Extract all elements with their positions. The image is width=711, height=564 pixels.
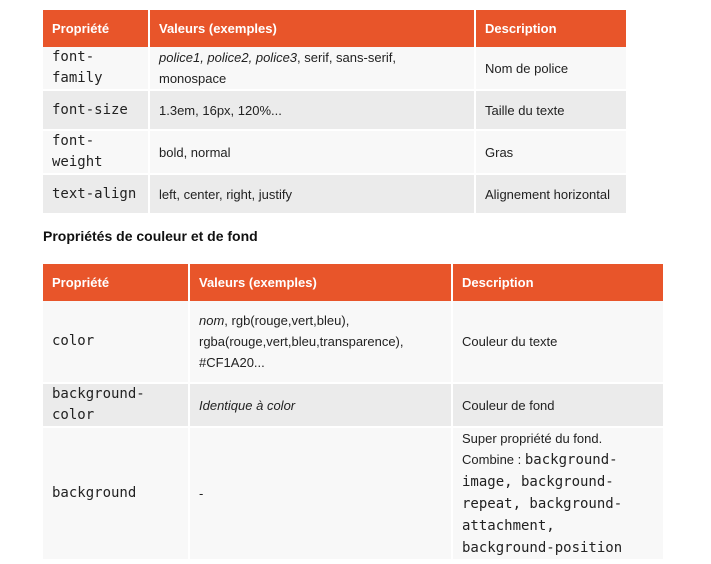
table-row: [43, 174, 626, 214]
header-property: Propriété: [43, 264, 189, 301]
header-description: Description: [475, 10, 626, 47]
property-values: [149, 47, 475, 90]
property-description: Alignement horizontal: [475, 174, 626, 214]
property-values: -: [189, 427, 452, 560]
header-property: Propriété: [43, 10, 149, 47]
color-background-properties-table: [43, 264, 663, 561]
values-italic: nom: [199, 313, 225, 328]
table-row: [43, 301, 663, 383]
property-values: bold, normal: [149, 130, 475, 174]
table-header-row: [43, 264, 663, 301]
property-description: Couleur du texte: [452, 301, 663, 383]
table-row: [43, 130, 626, 174]
description-intro: Super propriété du fond. Combine :: [462, 431, 603, 467]
values-italic: police1, police2, police3: [159, 50, 298, 65]
values-italic: Identique à color: [199, 397, 296, 413]
property-values: [189, 301, 452, 383]
property-description: Gras: [475, 130, 626, 174]
property-name: font-family: [43, 47, 149, 90]
property-description: Taille du texte: [475, 90, 626, 130]
property-values: 1.3em, 16px, 120%...: [149, 90, 475, 130]
property-name: background-color: [43, 383, 189, 427]
property-description: Nom de police: [475, 47, 626, 90]
property-name: font-weight: [43, 130, 149, 174]
table-row: [43, 47, 626, 90]
header-description: Description: [452, 264, 663, 301]
property-description: [452, 427, 663, 560]
header-values: Valeurs (exemples): [149, 10, 475, 47]
property-description: Couleur de fond: [452, 383, 663, 427]
text-properties-table: [43, 10, 626, 215]
property-name: color: [43, 301, 189, 383]
values-rest: , serif, sans-serif, monospace: [159, 50, 397, 86]
property-name: background: [43, 427, 189, 560]
values-rest: , rgb(rouge,vert,bleu), rgba(rouge,vert,bleu,transparence), #CF1A20...: [199, 313, 404, 370]
table-row: [43, 383, 663, 427]
table-row: [43, 90, 626, 130]
header-values: Valeurs (exemples): [189, 264, 452, 301]
property-name: font-size: [43, 90, 149, 130]
property-name: text-align: [43, 174, 149, 214]
table-row: [43, 427, 663, 560]
property-values: left, center, right, justify: [149, 174, 475, 214]
property-values: [189, 383, 452, 427]
table-header-row: [43, 10, 626, 47]
section-title: Propriétés de couleur et de fond: [43, 228, 258, 244]
description-code: background-image, background-repeat, background-attachment, background-position: [462, 452, 623, 556]
